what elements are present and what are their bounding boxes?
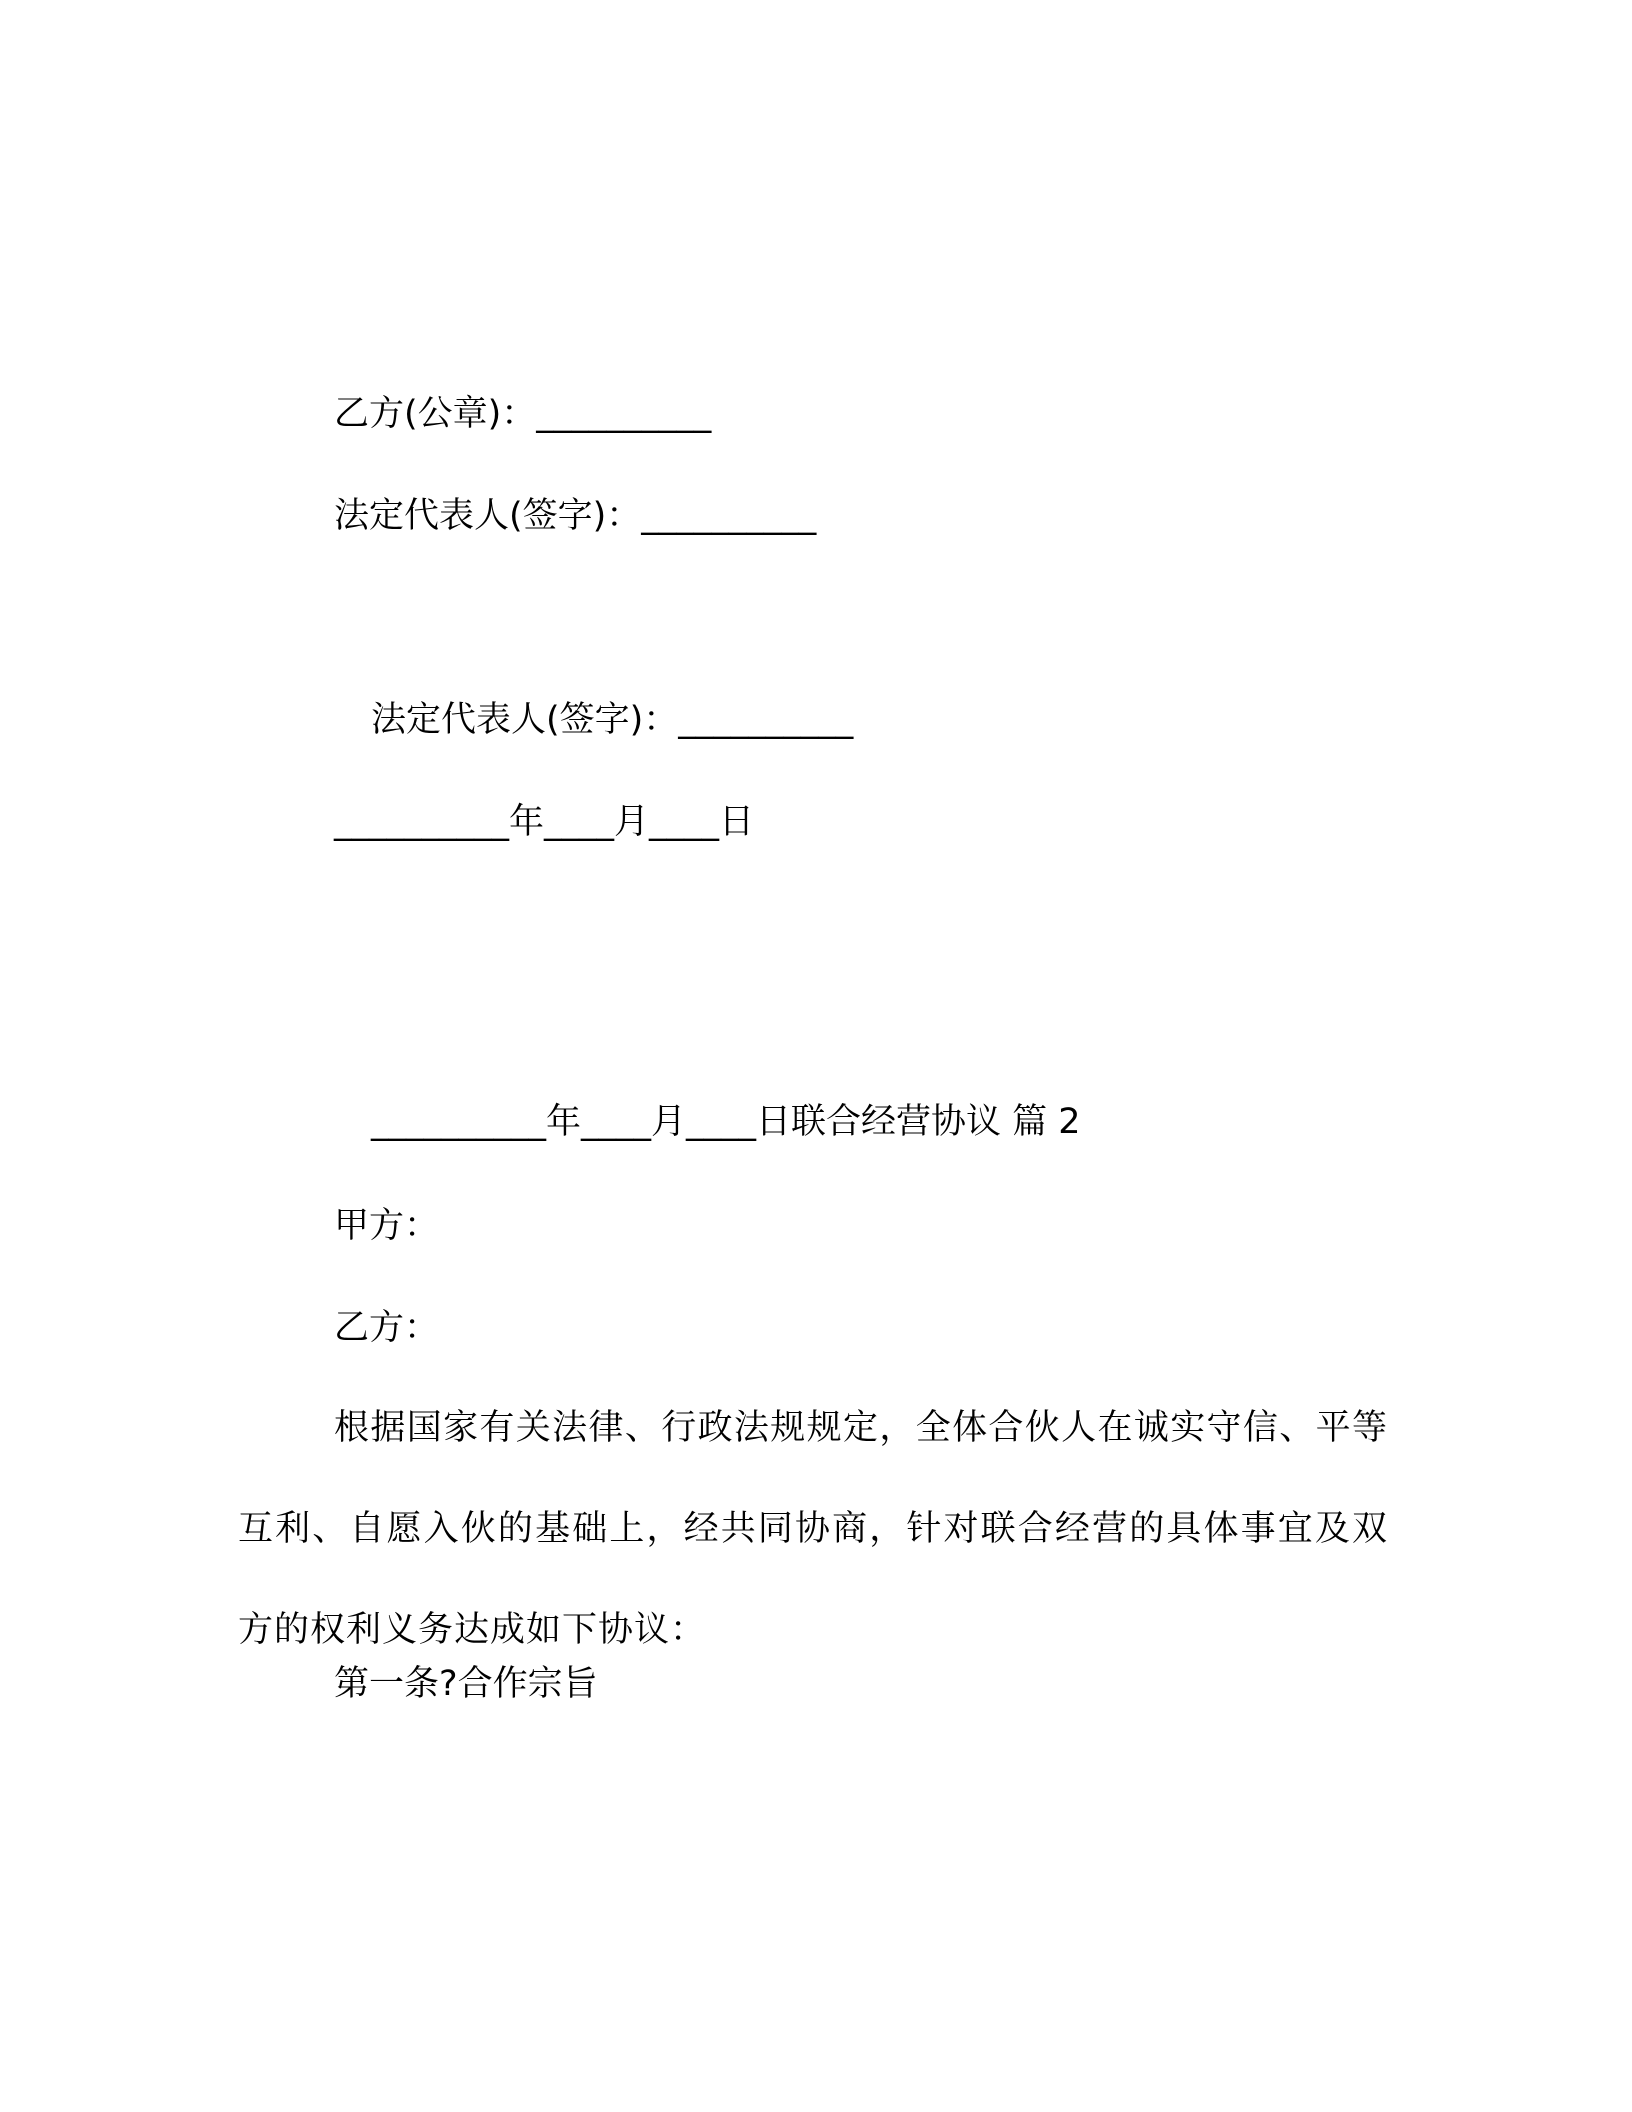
legal-rep-signature-line-2: 法定代表人(签字)：__________ <box>371 700 854 740</box>
party-b-seal-line: 乙方(公章)：__________ <box>334 394 712 434</box>
party-a-label: 甲方： <box>334 1206 440 1246</box>
section-heading: __________年____月____日联合经营协议 篇 2 <box>371 1102 1081 1142</box>
preamble-paragraph: 根据国家有关法律、行政法规规定，全体合伙人在诚实守信、平等互利、自愿入伙的基础上，经共同协商，针对联合经营的具体事宜及双方的权利义务达成如下协议： <box>238 1408 1388 1650</box>
party-b-label: 乙方： <box>334 1308 440 1348</box>
date-line: __________年____月____日 <box>334 802 755 842</box>
article-1-heading: 第一条?合作宗旨 <box>334 1664 598 1704</box>
legal-rep-signature-line: 法定代表人(签字)：__________ <box>334 496 817 536</box>
